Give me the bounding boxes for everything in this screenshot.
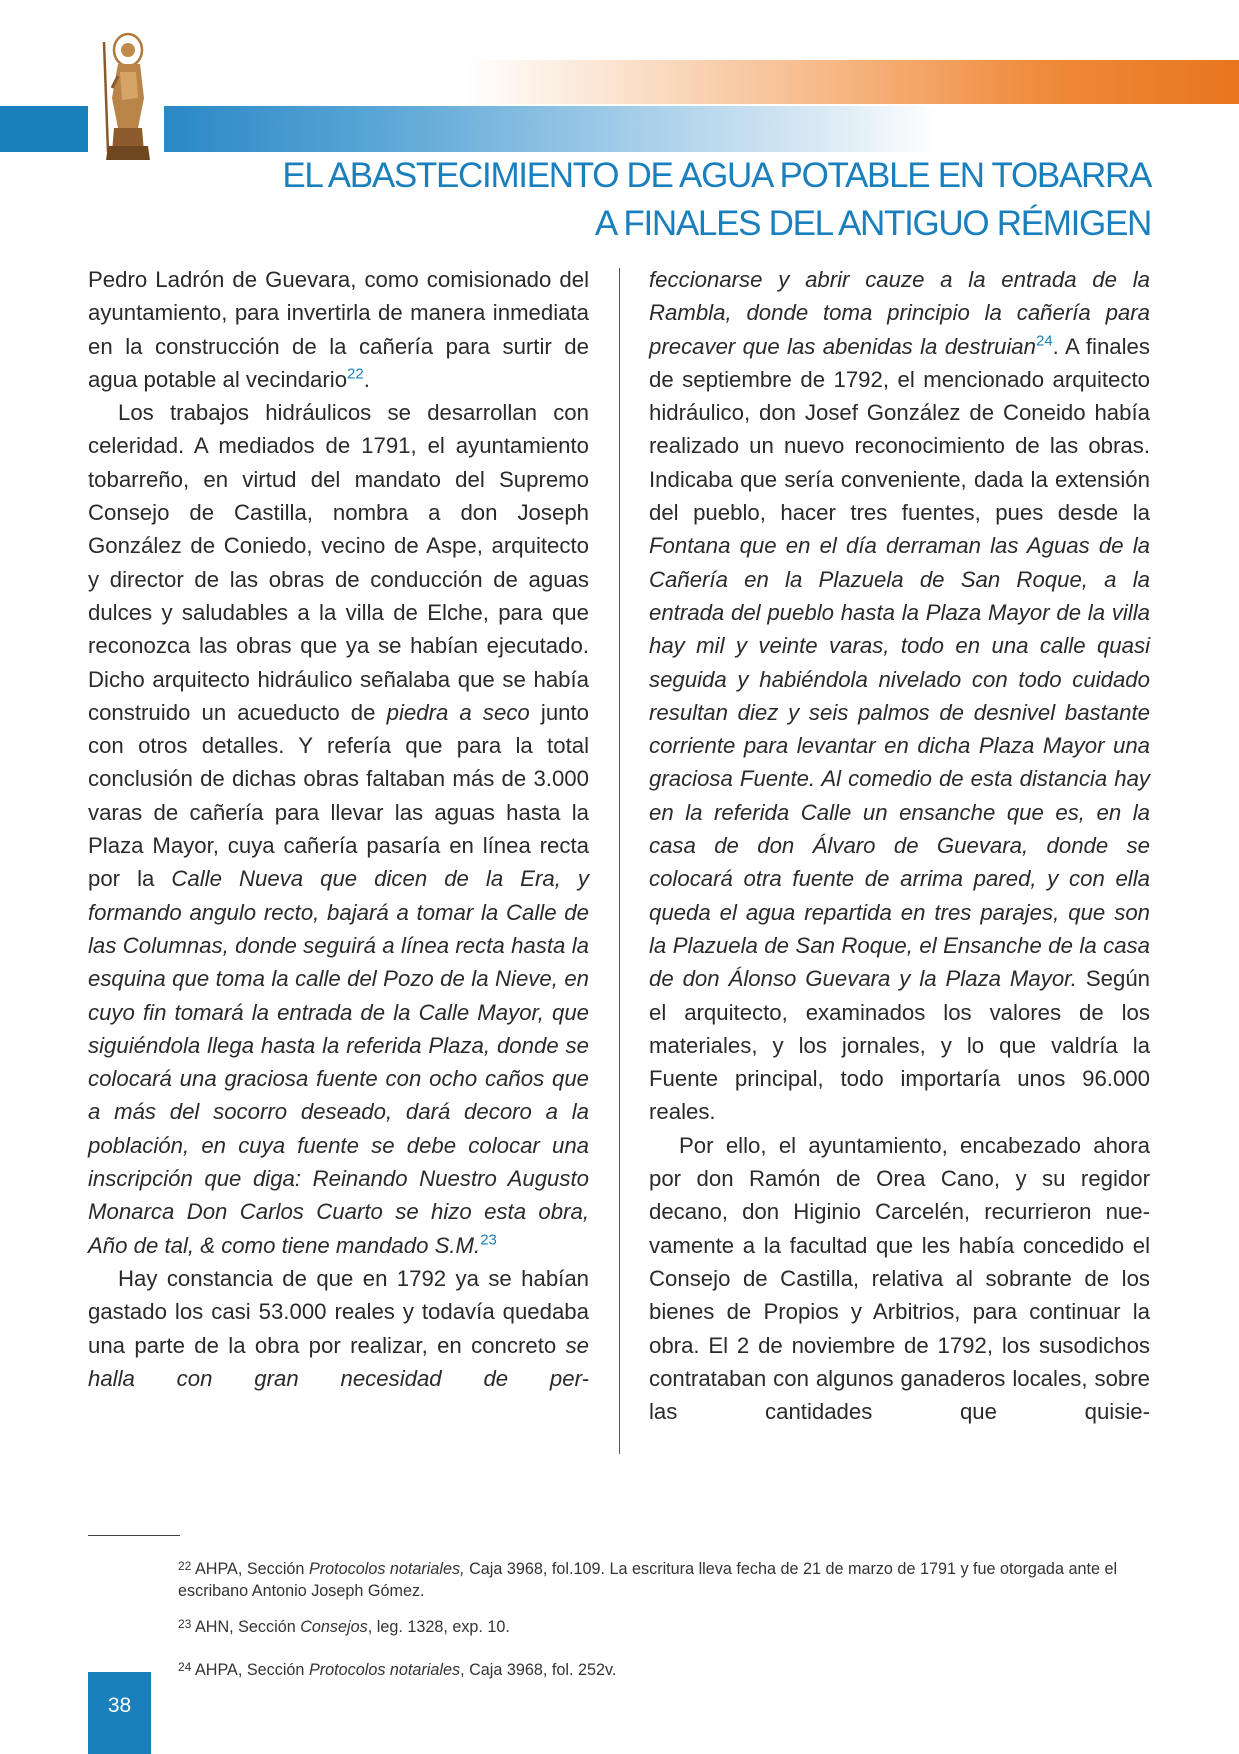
header-blue-band-left xyxy=(0,106,88,152)
paragraph: Los trabajos hidráulicos se desarrollan con celeridad. A mediados de 1791, el ayuntamiento tobarreño, en virtud del mandato del Supremo Consejo de Castilla, nombra a don Joseph González de Coniedo, vecino de Aspe, arquitecto y director de las obras de conducción de aguas dulces y saludables a la villa de Elche, para que reconozca las obras que ya se habían ejecutado. Dicho arquitecto hidráulico señalaba que se había construido un acueducto de piedra a seco junto con otros detalles. Y refería que para la total conclusión de dichas obras faltaban más de 3.000 varas de cañería para llevar las aguas hasta la Plaza Mayor, cuya cañería pasaría en línea recta por la Calle Nueva que dicen de la Era, y formando angulo recto, bajará a tomar la Calle de las Columnas, donde seguirá a línea recta hasta la esquina que toma la calle del Pozo de la Nieve, en cuyo fin tomará la entrada de la Calle Mayor, que siguiéndola llega hasta la referida Plaza, donde se colocará una graciosa fuente con ocho caños que a más del socorro deseado, dará decoro a la población, en cuya fuente se debe colocar una inscripción que diga: Reinando Nuestro Augusto Monarca Don Carlos Cuarto se hizo esta obra, Año de tal, & como tiene mandado S.M.$^{23}$ xyxy=(88,400,590,1258)
header-blue-band-right xyxy=(164,106,1239,152)
page-number: 38 xyxy=(107,1694,132,1717)
footnote-24: $^{24}$ AHPA, Sección Protocolos notariales, Caja 3968, fol. 252v. xyxy=(178,1660,617,1679)
article-title-line1: EL ABASTECIMIENTO DE AGUA POTABLE EN TOBARRA xyxy=(282,156,1151,195)
footnote-23: $^{23}$ AHN, Sección Consejos, leg. 1328, exp. 10. xyxy=(178,1617,510,1636)
article-title xyxy=(251,152,1151,248)
article-title-line2: A FINALES DEL ANTIGUO RÉMIGEN xyxy=(594,204,1151,243)
left-column xyxy=(88,263,589,1395)
footnote-22: $^{22}$ AHPA, Sección Protocolos notariales, Caja 3968, fol.109. La escritura lleva fecha de 21 de marzo de 1791 y fue otorgada ante el escribano Antonio Joseph Gómez. xyxy=(178,1559,1118,1600)
header-orange-band xyxy=(164,60,1239,104)
footnote-ref-24[interactable]: 24 xyxy=(1035,332,1053,350)
paragraph: Pedro Ladrón de Guevara, como comisionado del ayuntamiento, para invertirla de manera inmediata en la construcción de la cañería para surtir de agua potable al vecindario$^{22}$. xyxy=(88,267,589,392)
paragraph: Por ello, el ayuntamiento, encabezado ahora por don Ramón de Orea Cano, y su regidor decano, don Higinio Carcelén, recurrieron nuevamente a la facultad que les había concedido el Consejo de Castilla, relativa al sobrante de los bienes de Propios y Arbitrios, para continuar la obra. El 2 de noviembre de 1792, los susodichos contrataban con algunos ganaderos locales, sobre las cantidades que quisie- xyxy=(649,1132,1150,1425)
footnote-rule xyxy=(88,1535,180,1536)
paragraph: Hay constancia de que en 1792 ya se habían gastado los casi 53.000 reales y todavía quedaba una parte de la obra por realizar, en concreto se halla con gran necesidad de per- xyxy=(88,1265,589,1391)
footnote-ref-23[interactable]: 23 xyxy=(480,1231,497,1249)
paragraph: feccionarse y abrir cauze a la entrada de la Rambla, donde toma principio la cañería para precaver que las abenidas la destruian$^{24}$. A finales de septiembre de 1792, el mencionado arquitecto hidráulico, don Josef González de Coneido había realizado un nuevo reconocimiento de las obras. Indicaba que sería conveniente, dada la extensión del pueblo, hacer tres fuentes, pues desde la Fontana que en el día derraman las Aguas de la Cañería en la Plazuela de San Roque, a la entrada del pueblo hasta la Plaza Mayor de la villa hay mil y veinte varas, todo en una calle quasi seguida y habiéndola nivelado con todo cuidado resultan diez y seis palmos de desnivel bastante corriente para levantar en dicha Plaza Mayor una graciosa Fuente. Al comedio de esta distancia hay en la referida Calle un ensanche que es, en la casa de don Álvaro de Guevara, donde se colocará otra fuente de arrima pared, y con ella queda el agua repartida en tres parajes, que son la Plazuela de San Roque, el Ensanche de la casa de don Álonso Guevara y la Plaza Mayor. Según el arquitecto, examinados los valores de los materiales, y los jornales, y lo que valdría la Fuente principal, todo importaría unos 96.000 reales. xyxy=(649,267,1150,1125)
footnote-ref-22[interactable]: 22 xyxy=(347,365,364,383)
column-divider xyxy=(619,268,620,1454)
page-number-box xyxy=(88,1672,151,1754)
right-column xyxy=(649,263,1150,1428)
saint-statue-icon xyxy=(88,28,164,160)
